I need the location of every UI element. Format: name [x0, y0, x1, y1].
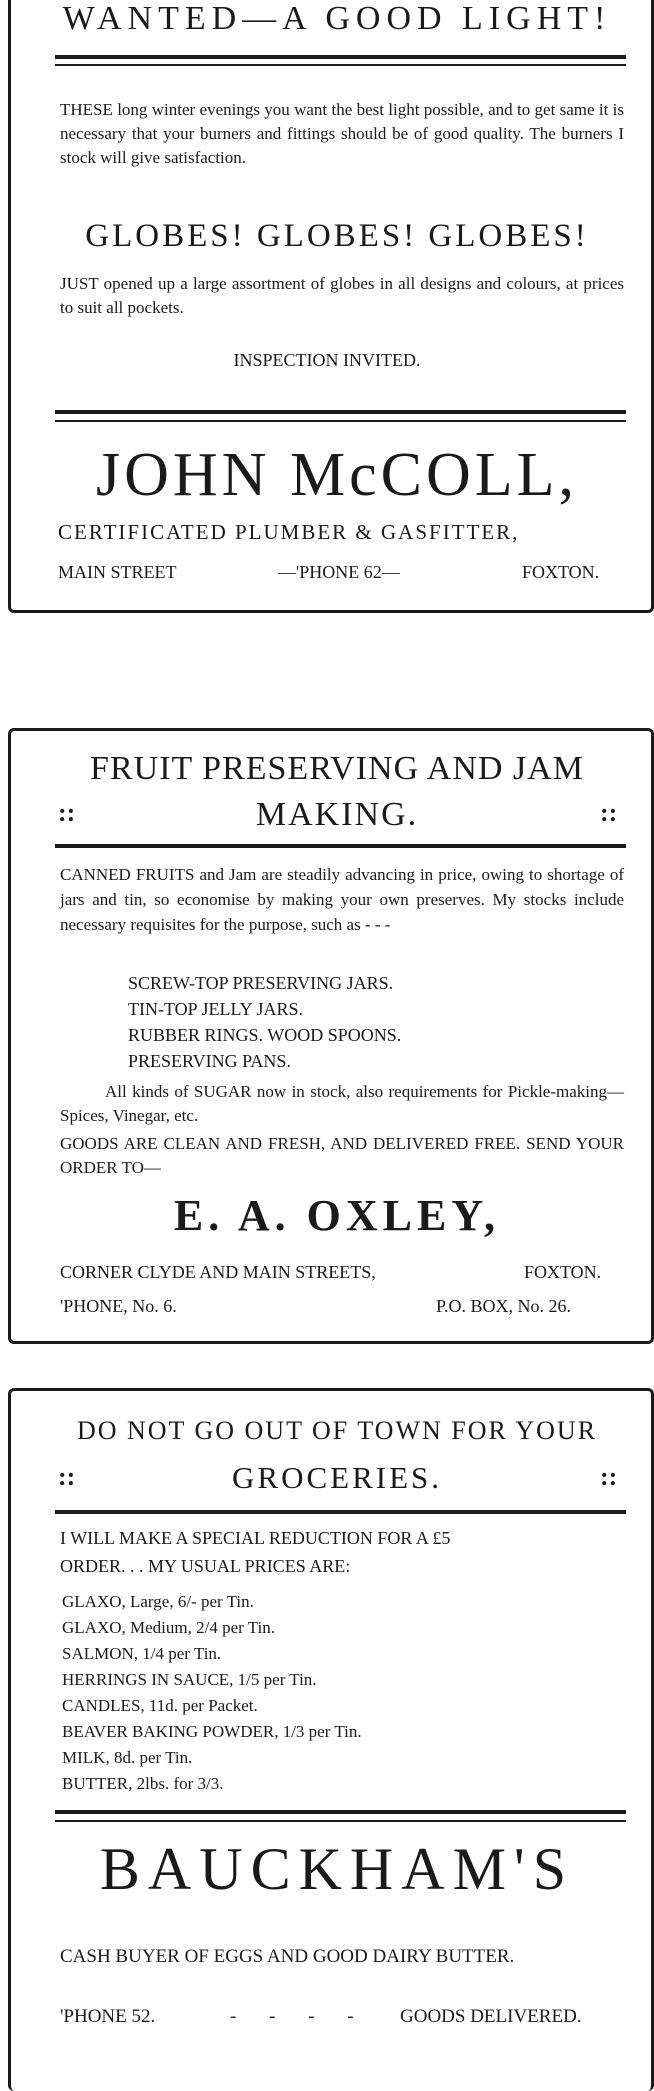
town: FOXTON. — [524, 1262, 602, 1282]
buyer-line: CASH BUYER OF EGGS AND GOOD DAIRY BUTTER. — [60, 1946, 515, 1967]
body-text: CANNED FRUITS and Jam are steadily advancing in price, owing to shortage of jars and tin, so economise by making your own preserves. My stocks include necessary requisites for the purpose, such as - - - — [60, 865, 624, 934]
phone: 'PHONE 52. — [60, 2006, 156, 2027]
divider-rule — [55, 844, 626, 848]
phone: 'PHONE, No. 6. — [60, 1296, 177, 1316]
headline: WANTED—A GOOD LIGHT! — [62, 0, 612, 37]
price-butter: BUTTER, 2lbs. for 3/3. — [62, 1774, 224, 1793]
po-box: P.O. BOX, No. 26. — [436, 1296, 572, 1316]
price-salmon: SALMON, 1/4 per Tin. — [62, 1644, 222, 1663]
headline-line-2: GROCERIES. — [232, 1460, 442, 1495]
item-tin-top-jars: TIN-TOP JELLY JARS. — [128, 999, 304, 1019]
ad-bauckhams — [0, 1380, 654, 2065]
headline-line-2: MAKING. — [255, 796, 419, 833]
goods-delivered: GOODS DELIVERED. — [400, 2006, 582, 2027]
divider-rule — [55, 1510, 626, 1514]
sugar-text: All kinds of SUGAR now in stock, also requirements for Pickle-making—Spices, Vinegar, etc. — [60, 1082, 624, 1125]
divider-rule — [55, 420, 626, 422]
business-name: JOHN McCOLL, — [96, 441, 578, 509]
business-name: E. A. OXLEY, — [173, 1191, 501, 1240]
divider-rule — [55, 55, 626, 59]
ornament-left: :: — [58, 1462, 76, 1491]
price-baking-powder: BEAVER BAKING POWDER, 1/3 per Tin. — [62, 1722, 362, 1741]
street: MAIN STREET — [58, 562, 177, 582]
dashes: - - - - — [230, 2006, 368, 2027]
item-rubber-rings: RUBBER RINGS. WOOD SPOONS. — [128, 1025, 402, 1045]
divider-rule — [55, 1820, 626, 1822]
price-glaxo-medium: GLAXO, Medium, 2/4 per Tin. — [62, 1618, 275, 1637]
price-milk: MILK, 8d. per Tin. — [62, 1748, 193, 1767]
ad-john-mccoll — [0, 0, 654, 640]
phone: —'PHONE 62— — [278, 562, 400, 582]
body-text: THESE long winter evenings you want the best light possible, and to get same it is necessary that your burners and fittings should be of good quality. The burners I stock will give satisfaction. — [60, 100, 624, 167]
item-screw-top-jars: SCREW-TOP PRESERVING JARS. — [128, 973, 394, 993]
ornament-left: :: — [58, 798, 76, 827]
inspection-note: INSPECTION INVITED. — [233, 350, 421, 370]
price-candles: CANDLES, 11d. per Packet. — [62, 1696, 258, 1715]
ornament-right: :: — [600, 1462, 618, 1491]
item-preserving-pans: PRESERVING PANS. — [128, 1051, 291, 1071]
intro-line-1: I WILL MAKE A SPECIAL REDUCTION FOR A £5 — [60, 1528, 451, 1548]
trade-line: CERTIFICATED PLUMBER & GASFITTER, — [58, 520, 520, 544]
divider-rule — [55, 410, 626, 414]
ad-ea-oxley — [0, 720, 654, 1360]
divider-rule — [55, 64, 626, 66]
intro-line-2: ORDER. . . MY USUAL PRICES ARE: — [60, 1556, 351, 1576]
price-glaxo-large: GLAXO, Large, 6/- per Tin. — [62, 1592, 254, 1611]
price-herrings: HERRINGS IN SAUCE, 1/5 per Tin. — [62, 1670, 317, 1689]
globes-text: JUST opened up a large assortment of globes in all designs and colours, at prices to suit all pockets. — [60, 274, 624, 317]
ornament-right: :: — [600, 798, 618, 827]
goods-text: GOODS ARE CLEAN AND FRESH, AND DELIVERED FREE. SEND YOUR ORDER TO— — [60, 1134, 624, 1177]
subheadline: GLOBES! GLOBES! GLOBES! — [85, 218, 589, 254]
town: FOXTON. — [522, 562, 600, 582]
address: CORNER CLYDE AND MAIN STREETS, — [60, 1262, 376, 1282]
headline-line-1: DO NOT GO OUT OF TOWN FOR YOUR — [76, 1416, 598, 1445]
divider-rule — [55, 1810, 626, 1814]
business-name: BAUCKHAM'S — [99, 1836, 575, 1902]
headline-line-1: FRUIT PRESERVING AND JAM — [90, 750, 584, 787]
